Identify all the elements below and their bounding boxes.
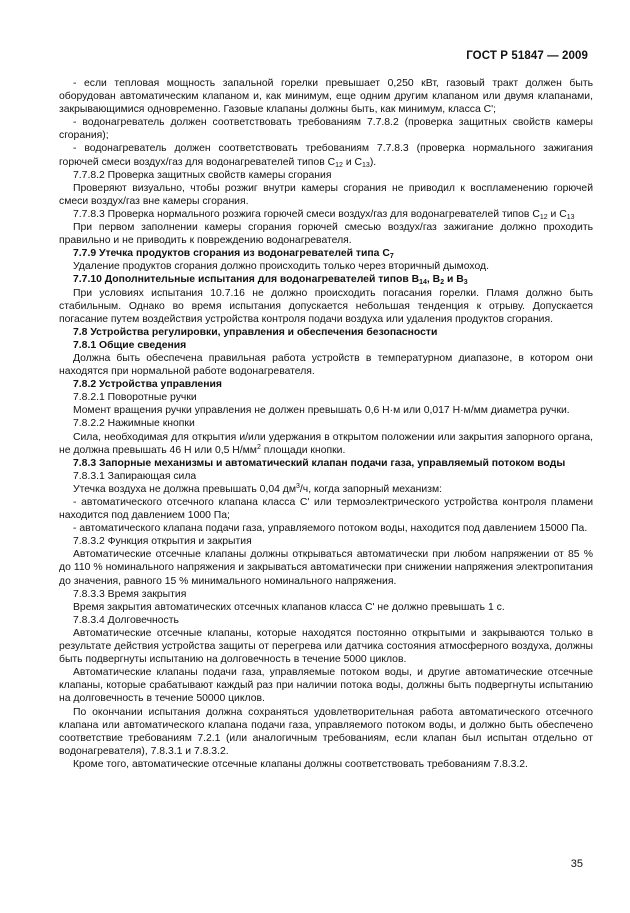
subsection-heading: 7.8.3.2 Функция открытия и закрытия <box>73 536 252 548</box>
paragraph: Сила, необходимая для открытия и/или удержания в открытом положении или закрытия запорного органа, не должна превышать 46 Н или 0,5 $Н/мм^2$ площади кнопки. <box>59 431 593 456</box>
paragraph: При условиях испытания 10.7.16 не должно происходить погасания горелки. Пламя должно быть стабильным. Однако во время испытания допускается небольшая тенденция к отрыву. Допускается погасание путем воздействия устройства контроля подачи воздуха или удаления продуктов сгорания. <box>59 287 593 325</box>
document-body <box>59 77 593 771</box>
section-heading: 7.7.9 Утечка продуктов сгорания из водонагревателей типа $С_7$ <box>73 248 394 261</box>
subsection-heading: 7.8.3.4 Долговечность <box>73 614 179 626</box>
subsection-heading: 7.7.8.2 Проверка защитных свойств камеры сгорания <box>73 169 332 181</box>
paragraph: - если тепловая мощность запальной горелки превышает 0,250 кВт, газовый тракт должен быть оборудован автоматическим клапаном и, как минимум, еще одним другим клапаном или двумя клапанами, закрывающимися одновременно. Газовые клапаны должны быть, как минимум, класса С'; <box>59 78 593 116</box>
paragraph: - водонагреватель должен соответствовать требованиям 7.7.8.2 (проверка защитных свойств камеры сгорания); <box>59 117 593 142</box>
paragraph: При первом заполнении камеры сгорания горючей смесью воздух/газ зажигание должно проходить правильно и не приводить к повреждению водонагревателя. <box>59 222 593 247</box>
paragraph: По окончании испытания должна сохраняться удовлетворительная работа автоматического отсечного клапана или автоматического клапана подачи газа, управляемого потоком воды, и должно быть обеспечено соответствие требованиям 7.2.1 (или аналогичным требованиям, если клапан был испытан отдельно от водонагревателя), 7.8.3.1 и 7.8.3.2. <box>59 706 593 757</box>
section-heading: 7.8.2 Устройства управления <box>73 379 222 391</box>
paragraph: Кроме того, автоматические отсечные клапаны должны соответствовать требованиям 7.8.3.2. <box>73 758 528 770</box>
paragraph: Автоматические отсечные клапаны, которые находятся постоянно открытыми и закрываются только в результате действия устройства защиты от перегрева или датчика состояния атмосферного воздуха, должны быть подвергнуты испытанию на долговечность в течение 5000 циклов. <box>59 627 593 666</box>
subsection-heading: 7.8.3.3 Время закрытия <box>73 588 187 600</box>
section-heading: 7.8.1 Общие сведения <box>73 339 187 351</box>
paragraph: - автоматического отсечного клапана класса С' или термоэлектрического устройства контроля пламени находится под давлением 1000 Па; <box>59 497 593 522</box>
document-header: ГОСТ Р 51847 — 2009 <box>466 50 588 62</box>
paragraph: Должна быть обеспечена правильная работа устройств в температурном диапазоне, в котором они находятся при нормальной работе водонагревателя. <box>59 352 593 378</box>
section-heading: 7.7.10 Дополнительные испытания для водонагревателей типов $В_{14}$, $В_2$ и $В_3$ <box>73 274 468 287</box>
section-heading: 7.8.3 Запорные механизмы и автоматический клапан подачи газа, управляемый потоком воды <box>73 457 566 469</box>
paragraph: Автоматические отсечные клапаны должны открываться автоматически при любом напряжении от 85 % до 110 % номинального напряжения и закрываться автоматически при снижении напряжения электропитания до значения, равного 15 % минимального номинального напряжения. <box>59 549 593 587</box>
subsection-heading: 7.7.8.3 Проверка нормального розжига горючей смеси воздух/газ для водонагревателей типов $С_{12}$ и $С_{13}$ <box>73 208 575 221</box>
paragraph: Момент вращения ручки управления не должен превышать 0,6 Н·м или 0,017 Н·м/мм диаметра ручки. <box>73 405 570 417</box>
subsection-heading: 7.8.2.1 Поворотные ручки <box>73 392 197 404</box>
subsection-heading: 7.8.3.1 Запирающая сила <box>73 470 197 482</box>
paragraph: Время закрытия автоматических отсечных клапанов класса С' не должно превышать 1 с. <box>73 601 505 613</box>
paragraph: - водонагреватель должен соответствовать требованиям 7.7.8.3 (проверка нормального зажигания горючей смеси воздух/газ для водонагревателей типов $С_{12}$ и $С_{13}$). <box>59 143 593 169</box>
subsection-heading: 7.8.2.2 Нажимные кнопки <box>73 418 195 430</box>
paragraph: Проверяют визуально, чтобы розжиг внутри камеры сгорания не приводил к воспламенению горючей смеси воздух/газ вне камеры сгорания. <box>59 182 593 207</box>
paragraph: - автоматического клапана подачи газа, управляемого потоком воды, находится под давлением 15000 Па. <box>73 523 588 535</box>
paragraph: Утечка воздуха не должна превышать 0,04 $дм^3/ч$, когда запорный механизм: <box>73 482 443 495</box>
page-number: 35 <box>570 858 583 870</box>
section-heading: 7.8 Устройства регулировки, управления и обеспечения безопасности <box>73 326 438 338</box>
paragraph: Удаление продуктов сгорания должно происходить только через вторичный дымоход. <box>73 261 489 273</box>
paragraph: Автоматические клапаны подачи газа, управляемые потоком воды, и другие автоматические отсечные клапаны, которые срабатывают каждый раз при наличии потока воды, должны быть подвергнуты испытанию на долговечность в течение 50000 циклов. <box>59 667 593 705</box>
